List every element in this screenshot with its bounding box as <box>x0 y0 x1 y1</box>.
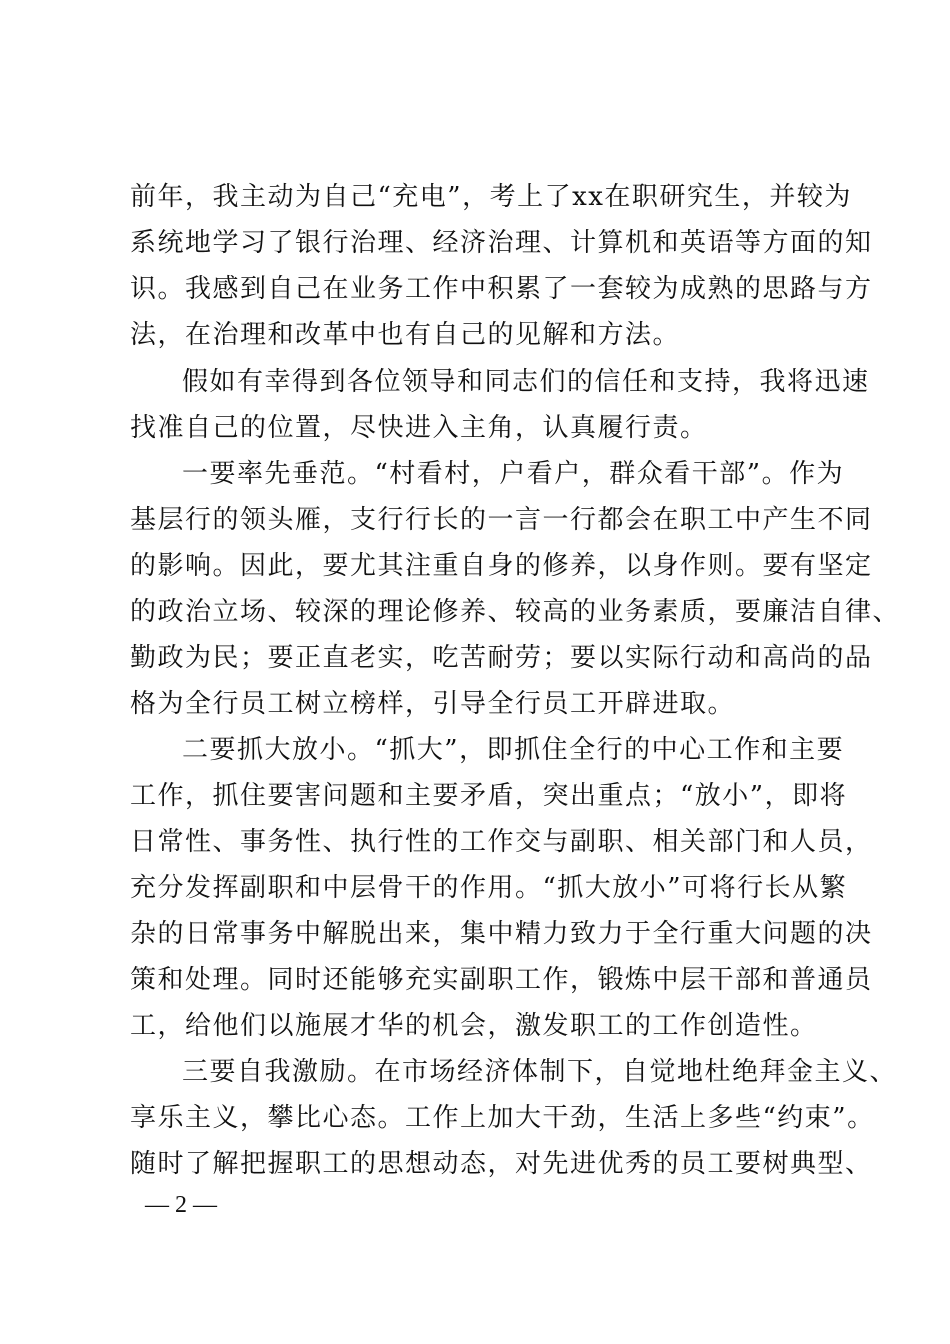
page-number: — 2 — <box>145 1192 217 1218</box>
text-line: 充分发挥副职和中层骨干的作用。“抓大放小”可将行长从繁 <box>130 873 848 903</box>
text-line: 杂的日常事务中解脱出来，集中精力致力于全行重大问题的决 <box>130 919 873 949</box>
text-line: 工作，抓住要害问题和主要矛盾，突出重点；“放小”，即将 <box>130 781 848 811</box>
text-line: 识。我感到自己在业务工作中积累了一套较为成熟的思路与方 <box>130 274 873 304</box>
text-line: 勤政为民；要正直老实，吃苦耐劳；要以实际行动和高尚的品 <box>130 643 873 673</box>
text-line: 策和处理。同时还能够充实副职工作，锻炼中层干部和普通员 <box>130 965 873 995</box>
paragraph-start-line: 三要自我激励。在市场经济体制下，自觉地杜绝拜金主义、 <box>182 1057 898 1087</box>
text-line: 享乐主义，攀比心态。工作上加大干劲，生活上多些“约束”。 <box>130 1103 875 1133</box>
paragraph-start-line: 二要抓大放小。“抓大”，即抓住全行的中心工作和主要 <box>182 735 845 765</box>
text-line: 系统地学习了银行治理、经济治理、计算机和英语等方面的知 <box>130 228 873 258</box>
text-line: 前年，我主动为自己“充电”，考上了xx在职研究生，并较为 <box>130 182 852 212</box>
text-line: 的政治立场、较深的理论修养、较高的业务素质，要廉洁自律、 <box>130 597 901 627</box>
paragraph-start-line: 假如有幸得到各位领导和同志们的信任和支持，我将迅速 <box>182 367 870 397</box>
text-line: 日常性、事务性、执行性的工作交与副职、相关部门和人员， <box>130 827 873 857</box>
text-line: 基层行的领头雁，支行行长的一言一行都会在职工中产生不同 <box>130 505 873 535</box>
text-line: 找准自己的位置，尽快进入主角，认真履行责。 <box>130 413 708 443</box>
text-line: 随时了解把握职工的思想动态，对先进优秀的员工要树典型、 <box>130 1149 873 1179</box>
text-line: 的影响。因此，要尤其注重自身的修养，以身作则。要有坚定 <box>130 551 873 581</box>
text-line: 格为全行员工树立榜样，引导全行员工开辟进取。 <box>130 689 736 719</box>
text-line: 法，在治理和改革中也有自己的见解和方法。 <box>130 320 681 350</box>
paragraph-start-line: 一要率先垂范。“村看村，户看户，群众看干部”。作为 <box>182 459 845 489</box>
text-line: 工，给他们以施展才华的机会，激发职工的工作创造性。 <box>130 1011 818 1041</box>
